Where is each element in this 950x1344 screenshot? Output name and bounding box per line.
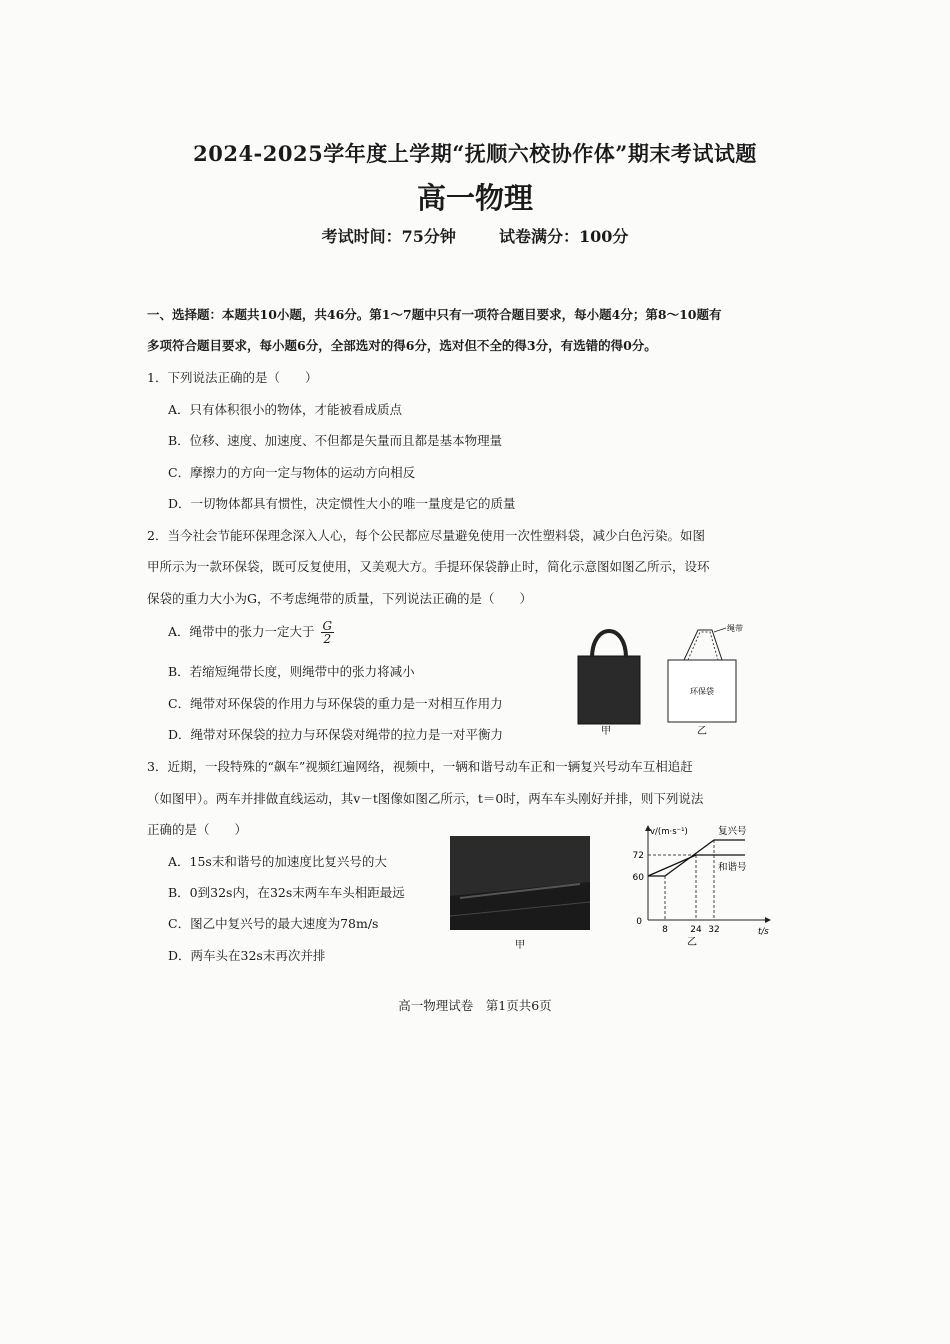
x-tick-24: 24 xyxy=(690,925,702,935)
rope-right xyxy=(688,632,718,660)
section-heading-line1: 一、选择题：本题共10小题，共46分。第1～7题中只有一项符合题目要求，每小题4分；第8～10题有 xyxy=(147,307,722,322)
x-axis-label: t/s xyxy=(758,927,769,937)
fuxing-label: 复兴号 xyxy=(718,826,747,837)
fraction-numerator: G xyxy=(322,619,333,633)
q2-stem-line2: 甲所示为一款环保袋，既可反复使用，又美观大方。手提环保袋静止时，简化示意图如图乙所示，设环 xyxy=(147,559,710,574)
q2-option-c: C．绳带对环保袋的作用力与环保袋的重力是一对相互作用力 xyxy=(168,696,503,711)
y-tick-60: 60 xyxy=(632,873,644,883)
fig-label-jia: 甲 xyxy=(601,726,611,737)
q3-stem-line3: 正确的是（ ） xyxy=(147,822,248,837)
fraction-denominator: 2 xyxy=(323,632,332,646)
q2-option-d: D．绳带对环保袋的拉力与环保袋对绳带的拉力是一对平衡力 xyxy=(168,727,504,742)
q1-option-c: C．摩擦力的方向一定与物体的运动方向相反 xyxy=(168,465,416,480)
q3-option-d: D．两车头在32s末再次并排 xyxy=(168,948,326,963)
origin-label: 0 xyxy=(636,917,642,927)
q2-option-a xyxy=(168,620,334,645)
fig-label-yi-q3: 乙 xyxy=(687,937,697,948)
exam-time: 考试时间：75分钟 xyxy=(321,227,456,246)
x-tick-32: 32 xyxy=(708,925,720,935)
q3-option-b: B．0到32s内，在32s末两车车头相距最远 xyxy=(168,885,405,900)
exam-meta xyxy=(0,224,950,247)
bag-label: 环保袋 xyxy=(690,687,714,696)
x-tick-8: 8 xyxy=(662,925,668,935)
vt-graph xyxy=(620,818,780,948)
rope-pointer xyxy=(714,628,726,632)
page-footer: 高一物理试卷 第1页共6页 xyxy=(398,998,552,1013)
bag-photo-handle xyxy=(592,631,626,658)
bag-sketch-figure xyxy=(668,623,743,737)
fraction-g-over-2 xyxy=(321,620,335,645)
q2-stem-line1: 2．当今社会节能环保理念深入人心，每个公民都应尽量避免使用一次性塑料袋，减少白色污染。如图 xyxy=(147,528,705,543)
q1-option-b: B．位移、速度、加速度、不但都是矢量而且都是基本物理量 xyxy=(168,433,503,448)
bag-photo-figure xyxy=(578,631,640,737)
q2-option-a-text: A．绳带中的张力一定大于 xyxy=(168,624,315,639)
q2-option-b: B．若缩短绳带长度，则绳带中的张力将减小 xyxy=(168,664,415,679)
rope-label: 绳带 xyxy=(727,624,743,633)
train-photo-figure xyxy=(450,836,592,952)
q3-option-c: C．图乙中复兴号的最大速度为78m/s xyxy=(168,916,379,931)
section-heading-line2: 多项符合题目要求，每小题6分，全部选对的得6分，选对但不全的得3分，有选错的得0分。 xyxy=(147,338,657,353)
y-tick-72: 72 xyxy=(632,851,644,861)
bag-photo-body xyxy=(578,656,640,724)
q1-option-a: A．只有体积很小的物体，才能被看成质点 xyxy=(168,402,403,417)
y-axis-label: v/(m·s⁻¹) xyxy=(650,827,688,837)
q2-stem-line3: 保袋的重力大小为G，不考虑绳带的质量，下列说法正确的是（ ） xyxy=(147,591,532,606)
exam-score: 试卷满分：100分 xyxy=(499,227,629,246)
q1-option-d: D．一切物体都具有惯性，决定惯性大小的唯一量度是它的质量 xyxy=(168,496,516,511)
q1-stem: 1．下列说法正确的是（ ） xyxy=(147,370,318,385)
q3-stem-line1: 3．近期，一段特殊的“飙车”视频红遍网络，视频中，一辆和谐号动车正和一辆复兴号动车互相追赶 xyxy=(147,759,693,774)
fig-label-jia-q3: 甲 xyxy=(515,940,525,951)
q2-figures xyxy=(568,618,768,738)
exam-title: 2024-2025学年度上学期“抚顺六校协作体”期末考试试题 xyxy=(193,141,757,166)
subject-title: 高一物理 xyxy=(416,181,533,215)
fig-label-yi: 乙 xyxy=(697,726,707,737)
q3-option-a: A．15s末和谐号的加速度比复兴号的大 xyxy=(168,854,387,869)
hexie-label: 和谐号 xyxy=(718,862,747,873)
q3-stem-line2: （如图甲）。两车并排做直线运动，其v－t图像如图乙所示，t＝0时，两车车头刚好并排，则下列说法 xyxy=(147,791,704,806)
